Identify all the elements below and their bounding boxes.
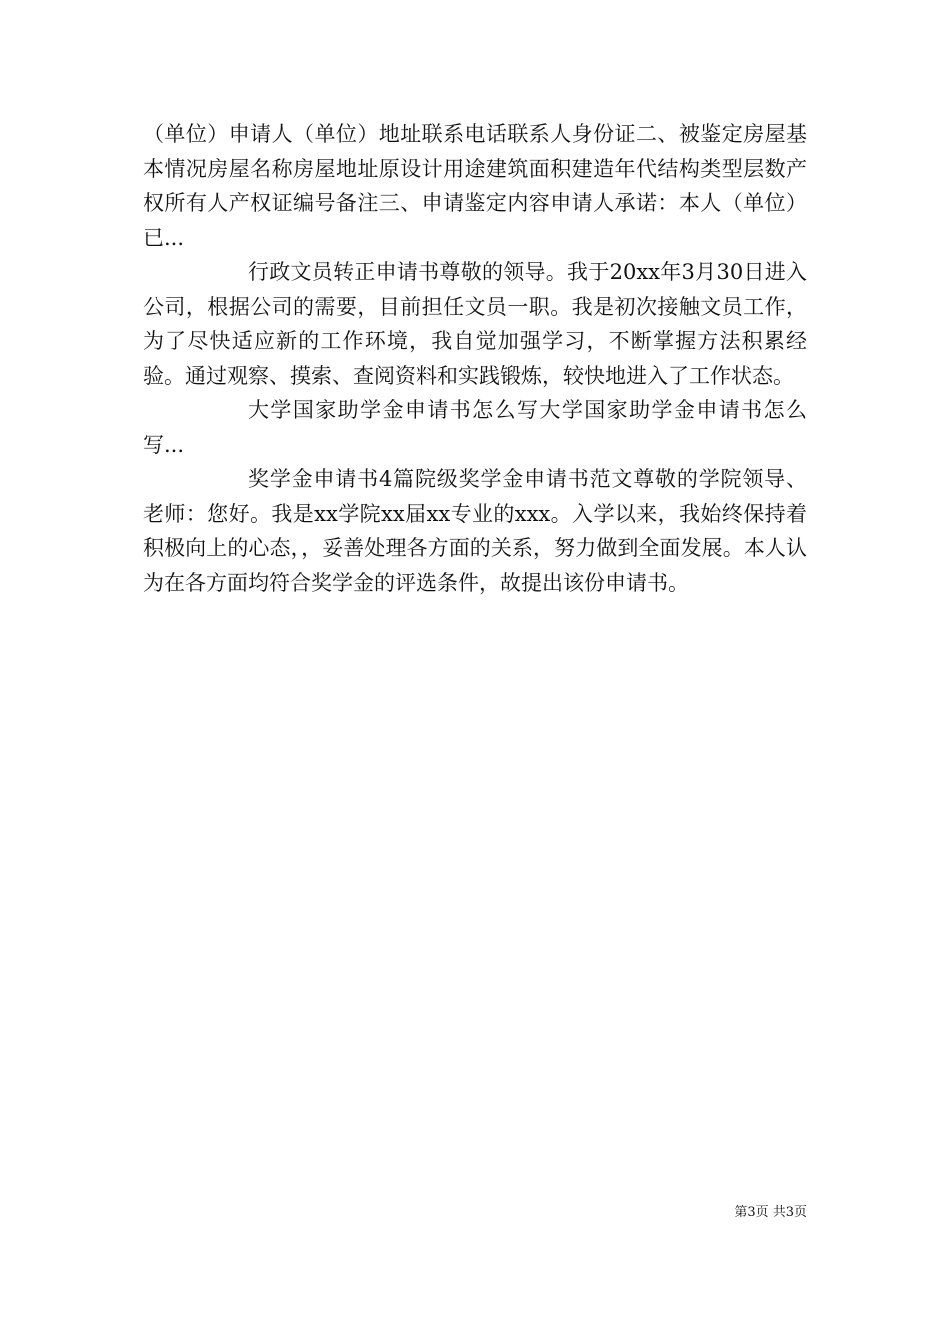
document-body bbox=[143, 117, 807, 600]
paragraph-scholarship: 奖学金申请书4篇院级奖学金申请书范文尊敬的学院领导、老师：您好。我是xx学院xx届xx专业的xxx。入学以来，我始终保持着积极向上的心态，，妥善处理各方面的关系，努力做到全面发展。本人认为在各方面均符合奖学金的评选条件，故提出该份申请书。 bbox=[143, 467, 807, 595]
page-number: 第3页 共3页 bbox=[734, 1205, 807, 1220]
paragraph-clerk-probation: 行政文员转正申请书尊敬的领导。我于20xx年3月30日进入公司，根据公司的需要，目前担任文员一职。我是初次接触文员工作，为了尽快适应新的工作环境，我自觉加强学习，不断掌握方法积累经验。通过观察、摸索、查阅资料和实践锻炼，较快地进入了工作状态。 bbox=[143, 260, 807, 388]
paragraph-national-grant: 大学国家助学金申请书怎么写大学国家助学金申请书怎么写... bbox=[143, 398, 807, 457]
paragraph-appraisal-application: （单位）申请人（单位）地址联系电话联系人身份证二、被鉴定房屋基本情况房屋名称房屋地址原设计用途建筑面积建造年代结构类型层数产权所有人产权证编号备注三、申请鉴定内容申请人承诺：本人（单位）已... bbox=[143, 122, 807, 250]
